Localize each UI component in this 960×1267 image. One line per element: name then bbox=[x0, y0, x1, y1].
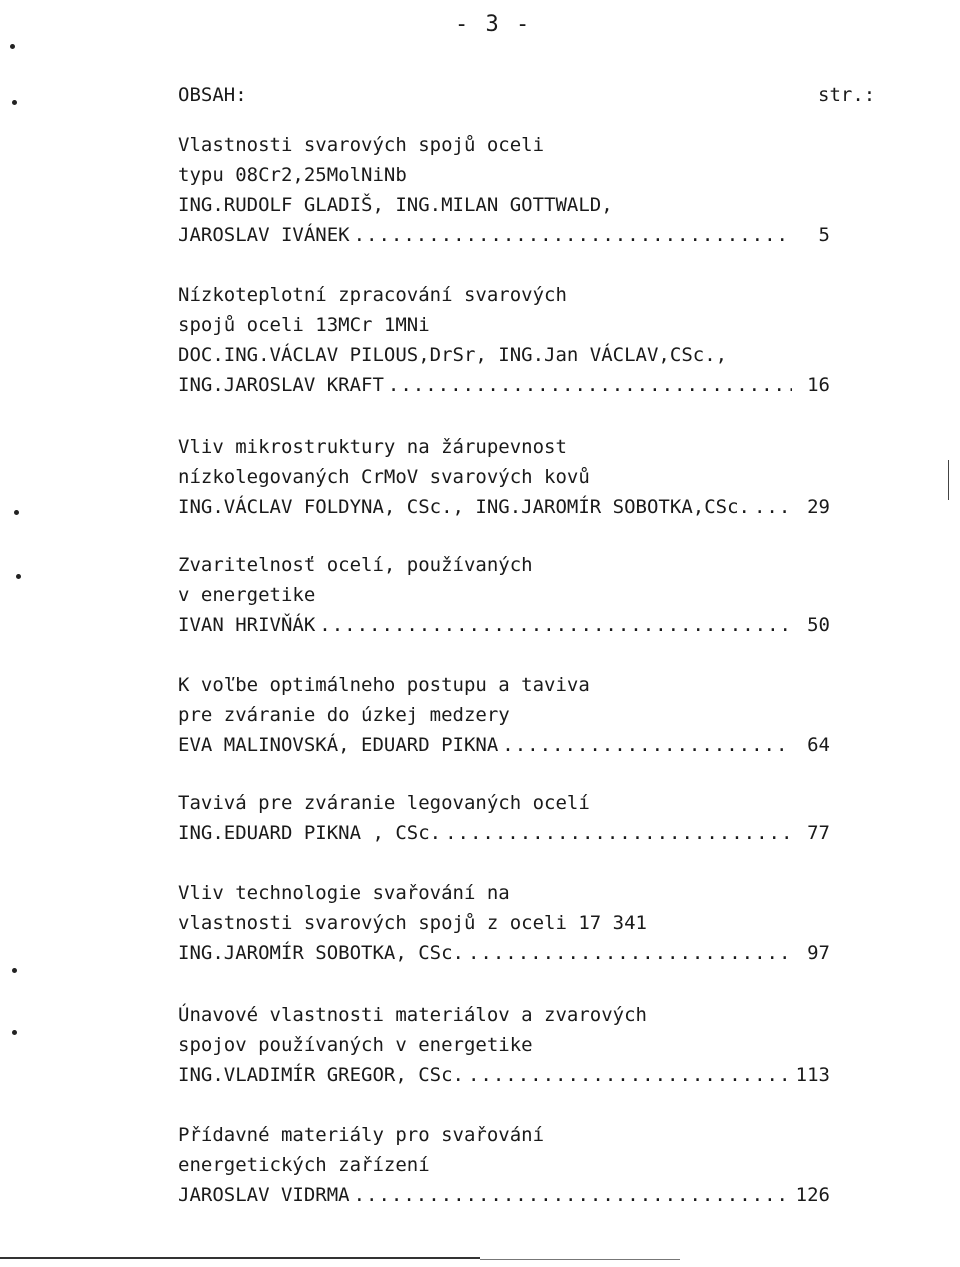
toc-heading bbox=[178, 80, 876, 110]
toc-entry bbox=[178, 878, 830, 968]
entry-leader-line bbox=[178, 220, 830, 250]
entry-leader-line bbox=[178, 730, 830, 760]
dot-leader bbox=[498, 730, 792, 760]
entry-title-line: Vliv technologie svařování na bbox=[178, 882, 510, 904]
entry-title-line: K voľbe optimálneho postupu a taviva bbox=[178, 674, 590, 696]
dot-leader bbox=[315, 610, 792, 640]
entry-title-line: Zvaritelnosť ocelí, používaných bbox=[178, 554, 533, 576]
toc-entry bbox=[178, 1000, 830, 1090]
entry-title-line: spojů oceli 13MCr 1MNi bbox=[178, 314, 430, 336]
entry-title-line: vlastnosti svarových spojů z oceli 17 341 bbox=[178, 912, 647, 934]
entry-page-number: 77 bbox=[807, 822, 830, 844]
margin-mark bbox=[12, 968, 17, 973]
toc-label: OBSAH: bbox=[178, 84, 247, 106]
entry-page-number: 16 bbox=[807, 374, 830, 396]
entry-author: JAROSLAV VIDRMA bbox=[178, 1184, 350, 1206]
entry-page-number: 50 bbox=[807, 614, 830, 636]
toc-entry bbox=[178, 788, 830, 848]
toc-entry bbox=[178, 130, 830, 250]
page-number: - 3 - bbox=[455, 12, 532, 37]
entry-author: ING.EDUARD PIKNA , CSc. bbox=[178, 822, 442, 844]
dot-leader bbox=[750, 492, 792, 522]
entry-author: IVAN HRIVŇÁK bbox=[178, 614, 316, 636]
entry-title-line: Vlastnosti svarových spojů oceli bbox=[178, 134, 545, 156]
margin-mark bbox=[16, 574, 21, 579]
entry-leader-line bbox=[178, 1180, 830, 1210]
toc-entry bbox=[178, 280, 830, 400]
entry-title-line: v energetike bbox=[178, 584, 316, 606]
dot-leader bbox=[441, 818, 792, 848]
entry-author: JAROSLAV IVÁNEK bbox=[178, 224, 350, 246]
entry-page-number: 64 bbox=[807, 734, 830, 756]
entry-page-number: 113 bbox=[795, 1064, 830, 1086]
entry-title-line: pre zváranie do úzkej medzery bbox=[178, 704, 510, 726]
toc-entry bbox=[178, 550, 830, 640]
entry-author-line: DOC.ING.VÁCLAV PILOUS,DrSr, ING.Jan VÁCLAV,CSc., bbox=[178, 344, 728, 366]
dot-leader bbox=[384, 370, 792, 400]
dot-leader bbox=[350, 1180, 792, 1210]
entry-leader-line bbox=[178, 818, 830, 848]
entry-author-line: ING.RUDOLF GLADIŠ, ING.MILAN GOTTWALD, bbox=[178, 194, 613, 216]
entry-title-line: nízkolegovaných CrMoV svarových kovů bbox=[178, 466, 590, 488]
entry-page-number: 97 bbox=[807, 942, 830, 964]
entry-title-line: Vliv mikrostruktury na žárupevnost bbox=[178, 436, 567, 458]
dot-leader bbox=[350, 220, 792, 250]
page-column-label: str.: bbox=[818, 84, 876, 106]
entry-title-line: typu 08Cr2,25MolNiNb bbox=[178, 164, 407, 186]
entry-leader-line bbox=[178, 492, 830, 522]
entry-title-line: energetických zařízení bbox=[178, 1154, 430, 1176]
entry-leader-line bbox=[178, 938, 830, 968]
dot-leader bbox=[464, 938, 792, 968]
entry-page-number: 5 bbox=[818, 224, 830, 246]
entry-title-line: Tavivá pre zváranie legovaných ocelí bbox=[178, 792, 590, 814]
toc-entry bbox=[178, 670, 830, 760]
entry-leader-line bbox=[178, 370, 830, 400]
entry-title-line: spojov používaných v energetike bbox=[178, 1034, 533, 1056]
bottom-rule bbox=[480, 1259, 680, 1260]
entry-author: ING.JAROSLAV KRAFT bbox=[178, 374, 384, 396]
toc-entry bbox=[178, 432, 830, 522]
entry-title-line: Přídavné materiály pro svařování bbox=[178, 1124, 545, 1146]
entry-author: ING.JAROMÍR SOBOTKA, CSc. bbox=[178, 942, 464, 964]
entry-page-number: 29 bbox=[807, 496, 830, 518]
entry-author: EVA MALINOVSKÁ, EDUARD PIKNA bbox=[178, 734, 499, 756]
margin-line bbox=[948, 460, 949, 500]
entry-title-line: Únavové vlastnosti materiálov a zvarových bbox=[178, 1004, 647, 1026]
margin-mark bbox=[10, 44, 15, 49]
entry-author: ING.VÁCLAV FOLDYNA, CSc., ING.JAROMÍR SOBOTKA,CSc. bbox=[178, 496, 750, 518]
entry-title-line: Nízkoteplotní zpracování svarových bbox=[178, 284, 567, 306]
margin-mark bbox=[12, 1030, 17, 1035]
margin-mark bbox=[14, 510, 19, 515]
margin-mark bbox=[12, 100, 17, 105]
entry-page-number: 126 bbox=[795, 1184, 830, 1206]
entry-leader-line bbox=[178, 610, 830, 640]
bottom-rule bbox=[0, 1257, 480, 1259]
dot-leader bbox=[464, 1060, 792, 1090]
entry-leader-line bbox=[178, 1060, 830, 1090]
entry-author: ING.VLADIMÍR GREGOR, CSc. bbox=[178, 1064, 464, 1086]
toc-entry bbox=[178, 1120, 830, 1210]
